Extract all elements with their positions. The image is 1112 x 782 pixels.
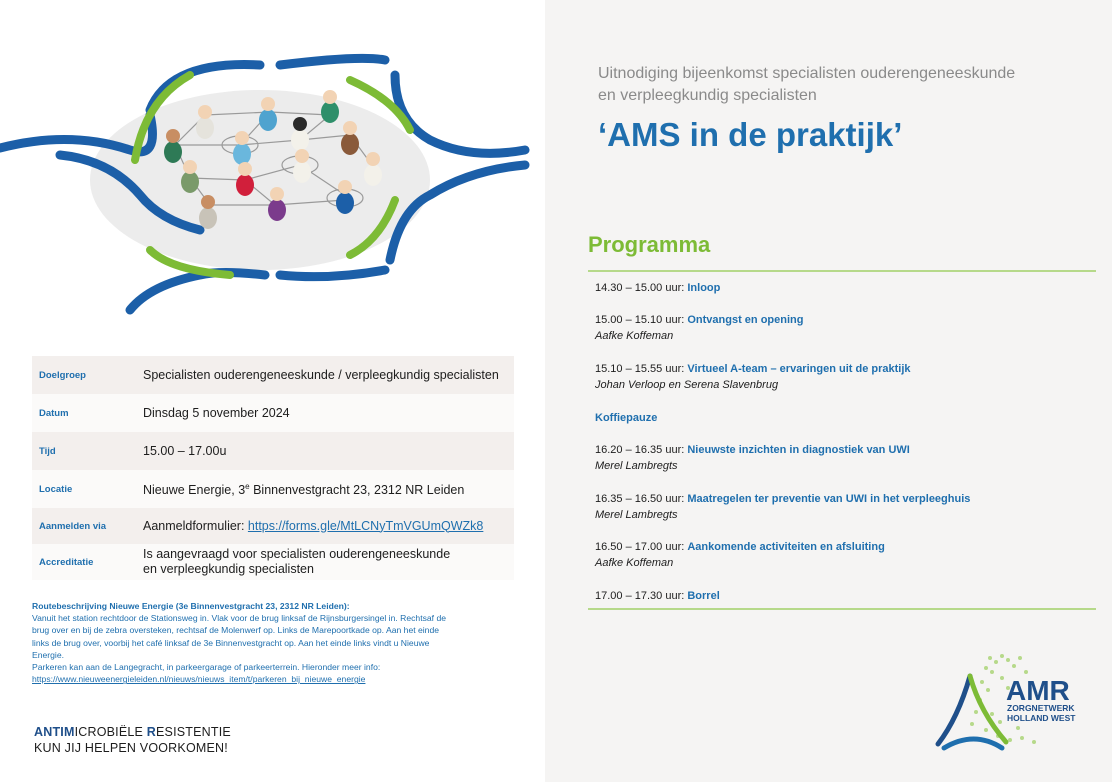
tagline-line-1 [34,724,231,740]
tagline-m: M [63,725,75,739]
locatie-value-before: Nieuwe Energie, 3 [143,483,246,498]
programma-divider-top [588,270,1096,272]
route-description [32,600,517,685]
info-row-accreditatie [32,544,514,580]
route-line-3: links de brug over, voorbij het café linksaf de 3e Binnenvestgracht op. Aan het einde links vindt u Nieuwe [32,637,430,648]
program-item-topic: Aankomende activiteiten en afsluiting [687,541,885,553]
tagline-line-2: KUN JIJ HELPEN VOORKOMEN! [34,741,228,755]
route-line-4: Energie. [32,649,65,660]
accreditatie-value [137,544,514,580]
program-item-7 [595,539,885,571]
tijd-value: 15.00 – 17.00u [143,443,227,458]
datum-label: Datum [39,407,69,419]
program-item-topic: Virtueel A-team – ervaringen uit de praktijk [687,363,911,375]
program-item-time: 16.35 – 16.50 uur: [595,493,688,505]
program-item-topic: Koffiepauze [595,412,658,424]
invitation-subtitle [598,63,1098,107]
logo-name: AMR [1006,675,1070,706]
logo-sub1: ZORGNETWERK [1007,703,1075,713]
program-item-topic: Inloop [687,282,721,294]
program-item-time: 14.30 – 15.00 uur: [595,282,688,294]
network-illustration [0,20,545,320]
programma-title: Programma [588,232,711,257]
program-item-topic: Maatregelen ter preventie van UWI in het verpleeghuis [687,493,971,505]
tagline-anti: ANTI [34,725,64,739]
program-item-topic: Ontvangst en opening [687,314,804,326]
programma-divider-bottom [588,608,1096,610]
accreditatie-line1: Is aangevraagd voor specialisten ouderengeneeskunde [143,547,451,561]
route-line-1: Vanuit het station rechtdoor de Stationsweg in. Vlak voor de brug linksaf de Rijnsburgersingel in. Rechtsaf de [32,613,447,624]
locatie-value [137,470,514,508]
locatie-value-after: Binnenvestgracht 23, 2312 NR Leiden [249,483,465,498]
locatie-sup: e [245,482,250,492]
left-panel [0,0,545,782]
program-item-speaker: Aafke Koffeman [595,557,674,569]
registration-link[interactable]: https://forms.gle/MtLCNyTmVGUmQWZk8 [247,518,484,533]
program-item-1 [595,280,720,296]
tagline-r: R [146,725,156,739]
program-item-topic: Nieuwste inzichten in diagnostiek van UWI [687,444,910,456]
accreditatie-line2: en verpleegkundig specialisten [143,562,314,576]
tijd-label: Tijd [39,445,56,457]
program-item-5 [595,442,910,474]
doelgroep-label: Doelgroep [39,369,86,381]
logo-sub2: HOLLAND WEST [1007,713,1076,723]
program-item-2 [595,312,803,344]
route-parking: Parkeren kan aan de Langegracht, in parkeergarage of parkeerterrein. Hieronder meer info: [32,662,381,673]
amr-logo [930,648,1090,758]
info-row-locatie [32,470,514,508]
program-item-8 [595,588,720,604]
route-title: Routebeschrijving Nieuwe Energie (3e Binnenvestgracht 23, 2312 NR Leiden): [32,601,350,611]
info-table [32,356,514,580]
program-item-speaker: Johan Verloop en Serena Slavenbrug [595,379,779,391]
program-item-speaker: Merel Lambregts [595,509,678,521]
locatie-label: Locatie [39,483,73,495]
aanmelden-prefix: Aanmeldformulier: [143,518,248,533]
page-title: ‘AMS in de praktijk’ [598,116,903,153]
datum-value: Dinsdag 5 november 2024 [143,405,290,420]
program-item-time: 16.20 – 16.35 uur: [595,444,688,456]
program-item-time: 16.50 – 17.00 uur: [595,541,688,553]
info-row-aanmelden [32,508,514,544]
program-item-time: 15.10 – 15.55 uur: [595,363,688,375]
parking-info-link[interactable]: https://www.nieuweenergieleiden.nl/nieuws/nieuws_item/t/parkeren_bij_nieuwe_energie [32,674,366,685]
tagline-icrobiele: ICROBIËLE [74,725,147,739]
program-item-6 [595,491,970,523]
program-item-time: 17.00 – 17.30 uur: [595,590,688,602]
info-row-doelgroep [32,356,514,394]
tagline-esistentie: ESISTENTIE [156,725,231,739]
program-item-speaker: Aafke Koffeman [595,330,674,342]
program-item-speaker: Merel Lambregts [595,460,678,472]
subtitle-line-2: en verpleegkundig specialisten [598,87,817,104]
amr-tagline [34,724,231,756]
program-item-topic: Borrel [687,590,720,602]
program-item-time: 15.00 – 15.10 uur: [595,314,688,326]
program-item-3 [595,361,911,393]
info-row-datum [32,394,514,432]
aanmelden-value [137,508,514,544]
accreditatie-label: Accreditatie [39,556,94,568]
aanmelden-label: Aanmelden via [39,520,107,532]
route-line-2: brug over en bij de zebra oversteken, rechtsaf de Molenwerf op. Links de Marepoortkade op. Aan het einde [32,625,440,636]
program-item-4 [595,410,657,426]
subtitle-line-1: Uitnodiging bijeenkomst specialisten ouderengeneeskunde [598,65,1016,82]
doelgroep-value: Specialisten ouderengeneeskunde / verpleegkundig specialisten [143,367,499,382]
info-row-tijd [32,432,514,470]
